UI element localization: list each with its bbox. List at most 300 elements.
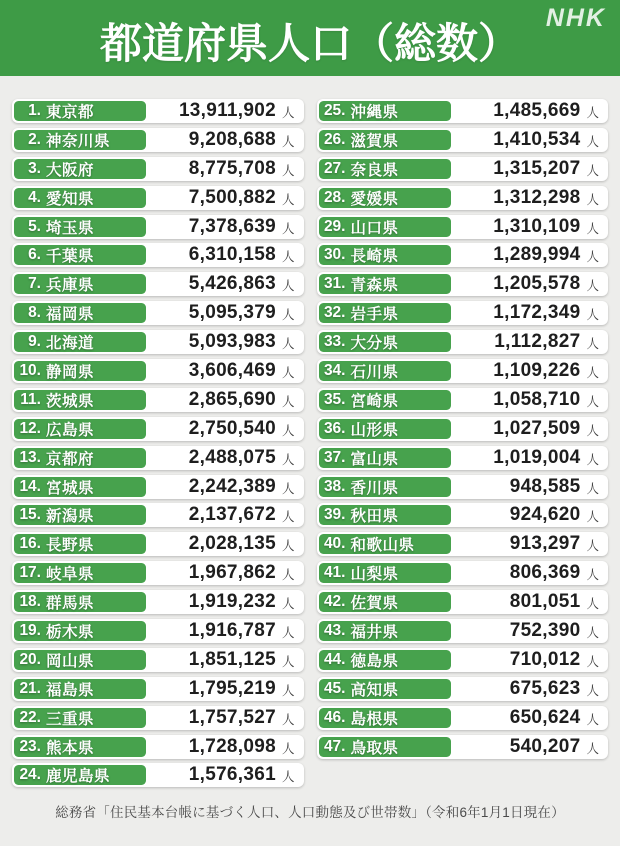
- prefecture-name: 長崎県: [350, 248, 399, 266]
- prefecture-name: 広島県: [46, 421, 95, 439]
- table-row: [12, 157, 304, 181]
- prefecture-label: [14, 477, 146, 497]
- prefecture-name: 大分県: [350, 335, 399, 353]
- prefecture-label: [14, 159, 146, 179]
- population-value: [146, 274, 302, 294]
- prefecture-label: [14, 188, 146, 208]
- prefecture-name: 鳥取県: [350, 739, 399, 757]
- population-number: 801,051: [509, 591, 581, 613]
- population-value: [146, 563, 302, 583]
- rank-number: 9.: [28, 333, 41, 351]
- prefecture-label: [319, 130, 451, 150]
- prefecture-name: 岡山県: [46, 652, 95, 670]
- prefecture-name: 福島県: [46, 681, 95, 699]
- prefecture-name: 徳島県: [350, 652, 399, 670]
- population-number: 1,916,787: [188, 620, 276, 642]
- prefecture-label: [14, 419, 146, 439]
- prefecture-label: [14, 679, 146, 699]
- table-row: [12, 446, 304, 470]
- population-number: 806,369: [509, 562, 581, 584]
- population-number: 752,390: [509, 620, 581, 642]
- population-number: 1,019,004: [493, 446, 581, 468]
- table-row: [12, 590, 304, 614]
- unit-suffix: 人: [281, 250, 295, 265]
- unit-suffix: 人: [586, 712, 599, 727]
- table-row: [12, 388, 304, 412]
- prefecture-label: [319, 303, 451, 323]
- prefecture-name: 熊本県: [46, 739, 95, 757]
- rank-number: 16.: [19, 535, 41, 553]
- population-number: 7,500,882: [188, 186, 276, 208]
- population-value: [146, 159, 302, 179]
- rank-number: 34.: [323, 362, 346, 380]
- population-value: [146, 505, 302, 525]
- population-number: 2,137,672: [188, 504, 276, 526]
- unit-suffix: 人: [281, 192, 295, 207]
- table-row: [12, 706, 304, 730]
- population-number: 13,911,902: [178, 100, 276, 121]
- population-number: 5,095,379: [188, 302, 276, 324]
- population-value: [146, 245, 302, 265]
- prefecture-label: [14, 245, 146, 265]
- population-number: 913,297: [509, 533, 581, 555]
- unit-suffix: 人: [281, 539, 295, 554]
- rank-number: 5.: [28, 217, 41, 235]
- population-number: 675,623: [509, 677, 581, 699]
- unit-suffix: 人: [586, 337, 599, 352]
- prefecture-name: 宮城県: [46, 479, 95, 497]
- prefecture-name: 沖縄県: [350, 104, 399, 121]
- population-number: 2,750,540: [188, 417, 276, 439]
- population-value: [451, 217, 607, 237]
- page-title: 都道府県人口（総数）: [99, 19, 520, 67]
- unit-suffix: 人: [281, 654, 295, 669]
- prefecture-label: [14, 534, 146, 554]
- rank-number: 13.: [19, 448, 41, 466]
- unit-suffix: 人: [281, 163, 295, 178]
- table-row: [317, 475, 609, 499]
- prefecture-name: 三重県: [46, 710, 95, 728]
- prefecture-label: [14, 563, 146, 583]
- population-value: [451, 101, 607, 121]
- table-row: [317, 532, 609, 556]
- prefecture-name: 岩手県: [350, 306, 399, 324]
- population-value: [146, 448, 302, 468]
- prefecture-name: 高知県: [350, 681, 399, 699]
- population-number: 9,208,688: [188, 128, 276, 150]
- population-value: [146, 737, 302, 757]
- population-value: [451, 592, 607, 612]
- population-value: [451, 188, 607, 208]
- prefecture-label: [14, 101, 146, 121]
- population-value: [451, 130, 607, 150]
- rank-number: 3.: [28, 159, 41, 177]
- population-value: [146, 765, 302, 785]
- table-row: [12, 417, 304, 441]
- prefecture-name: 富山県: [350, 450, 399, 468]
- table-row: [317, 330, 609, 354]
- unit-suffix: 人: [586, 366, 599, 381]
- rank-number: 27.: [323, 159, 346, 177]
- population-number: 1,205,578: [493, 273, 581, 295]
- table-row: [12, 677, 304, 701]
- prefecture-label: [319, 592, 451, 612]
- prefecture-label: [319, 448, 451, 468]
- unit-suffix: 人: [586, 481, 599, 496]
- table-row: [12, 763, 304, 787]
- prefecture-name: 鹿児島県: [46, 768, 111, 786]
- prefecture-label: [14, 217, 146, 237]
- population-number: 1,172,349: [493, 302, 581, 324]
- prefecture-label: [319, 679, 451, 699]
- unit-suffix: 人: [586, 279, 599, 294]
- population-value: [451, 563, 607, 583]
- table-row: [317, 99, 609, 123]
- unit-suffix: 人: [281, 134, 295, 149]
- rank-number: 28.: [323, 188, 346, 206]
- table-row: [317, 417, 609, 441]
- prefecture-label: [14, 592, 146, 612]
- population-number: 924,620: [509, 504, 581, 526]
- table-row: [317, 706, 609, 730]
- unit-suffix: 人: [586, 250, 599, 265]
- population-number: 1,576,361: [188, 764, 276, 786]
- prefecture-label: [319, 563, 451, 583]
- prefecture-label: [14, 303, 146, 323]
- population-value: [146, 390, 302, 410]
- prefecture-label: [319, 245, 451, 265]
- prefecture-name: 香川県: [350, 479, 399, 497]
- population-value: [451, 332, 607, 352]
- table-row: [12, 301, 304, 325]
- population-number: 1,315,207: [493, 157, 581, 179]
- prefecture-name: 静岡県: [46, 364, 95, 382]
- unit-suffix: 人: [281, 337, 295, 352]
- rank-number: 24.: [19, 766, 41, 784]
- rank-number: 2.: [28, 130, 41, 148]
- population-number: 3,606,469: [188, 360, 276, 382]
- population-value: [146, 621, 302, 641]
- population-value: [451, 737, 607, 757]
- table-row: [12, 128, 304, 152]
- population-value: [451, 245, 607, 265]
- population-table: [12, 99, 608, 787]
- unit-suffix: 人: [281, 394, 295, 409]
- population-number: 1,312,298: [493, 186, 581, 208]
- prefecture-name: 群馬県: [46, 595, 95, 613]
- population-number: 1,310,109: [493, 215, 581, 237]
- prefecture-name: 秋田県: [350, 508, 399, 526]
- population-number: 710,012: [509, 648, 581, 670]
- unit-suffix: 人: [586, 394, 599, 409]
- population-value: [146, 130, 302, 150]
- population-number: 2,488,075: [188, 446, 276, 468]
- right-column: [317, 99, 609, 787]
- prefecture-name: 長野県: [46, 537, 95, 555]
- prefecture-name: 神奈川県: [46, 132, 111, 150]
- rank-number: 26.: [323, 130, 346, 148]
- population-number: 1,967,862: [188, 562, 276, 584]
- population-value: [146, 534, 302, 554]
- unit-suffix: 人: [586, 568, 599, 583]
- unit-suffix: 人: [586, 134, 599, 149]
- prefecture-label: [14, 765, 146, 785]
- table-row: [12, 532, 304, 556]
- rank-number: 46.: [323, 708, 346, 726]
- unit-suffix: 人: [281, 510, 295, 525]
- prefecture-label: [319, 621, 451, 641]
- prefecture-name: 新潟県: [46, 508, 95, 526]
- unit-suffix: 人: [586, 452, 599, 467]
- prefecture-name: 奈良県: [350, 161, 399, 179]
- population-number: 6,310,158: [188, 244, 276, 266]
- table-row: [317, 157, 609, 181]
- population-number: 948,585: [509, 475, 581, 497]
- prefecture-label: [319, 188, 451, 208]
- prefecture-name: 宮崎県: [350, 392, 399, 410]
- population-value: [451, 390, 607, 410]
- prefecture-label: [319, 332, 451, 352]
- population-value: [146, 708, 302, 728]
- population-number: 7,378,639: [188, 215, 276, 237]
- prefecture-name: 北海道: [46, 335, 95, 353]
- table-row: [317, 648, 609, 672]
- table-row: [12, 359, 304, 383]
- table-row: [12, 272, 304, 296]
- table-row: [317, 128, 609, 152]
- rank-number: 41.: [323, 564, 346, 582]
- population-value: [451, 505, 607, 525]
- prefecture-label: [319, 505, 451, 525]
- table-row: [12, 330, 304, 354]
- population-number: 1,112,827: [494, 331, 581, 353]
- population-number: 2,242,389: [188, 475, 276, 497]
- population-number: 1,851,125: [188, 648, 276, 670]
- population-value: [451, 621, 607, 641]
- prefecture-label: [319, 274, 451, 294]
- population-value: [146, 679, 302, 699]
- rank-number: 31.: [323, 275, 346, 293]
- prefecture-name: 山梨県: [350, 566, 399, 584]
- prefecture-name: 青森県: [350, 277, 399, 295]
- unit-suffix: 人: [586, 654, 599, 669]
- rank-number: 11.: [20, 390, 41, 408]
- population-value: [451, 159, 607, 179]
- prefecture-label: [14, 621, 146, 641]
- population-value: [451, 534, 607, 554]
- population-value: [451, 477, 607, 497]
- unit-suffix: 人: [281, 221, 295, 236]
- unit-suffix: 人: [281, 741, 295, 756]
- title-banner: [0, 0, 620, 76]
- table-row: [317, 677, 609, 701]
- unit-suffix: 人: [281, 452, 295, 467]
- rank-number: 47.: [323, 737, 346, 755]
- prefecture-label: [14, 361, 146, 381]
- rank-number: 12.: [19, 419, 41, 437]
- rank-number: 21.: [19, 679, 41, 697]
- table-row: [317, 301, 609, 325]
- prefecture-label: [319, 708, 451, 728]
- prefecture-name: 和歌山県: [350, 537, 415, 555]
- rank-number: 22.: [19, 708, 41, 726]
- population-value: [451, 274, 607, 294]
- unit-suffix: 人: [586, 683, 599, 698]
- rank-number: 29.: [323, 217, 346, 235]
- table-row: [12, 99, 304, 123]
- table-row: [12, 735, 304, 759]
- table-row: [12, 561, 304, 585]
- unit-suffix: 人: [281, 308, 295, 323]
- population-value: [451, 679, 607, 699]
- rank-number: 40.: [323, 535, 346, 553]
- population-value: [451, 419, 607, 439]
- unit-suffix: 人: [586, 539, 599, 554]
- rank-number: 45.: [323, 679, 346, 697]
- unit-suffix: 人: [281, 568, 295, 583]
- table-row: [317, 619, 609, 643]
- unit-suffix: 人: [586, 163, 599, 178]
- table-row: [317, 388, 609, 412]
- population-number: 1,289,994: [493, 244, 581, 266]
- table-row: [12, 648, 304, 672]
- prefecture-label: [14, 708, 146, 728]
- table-row: [317, 272, 609, 296]
- prefecture-name: 福井県: [350, 624, 399, 642]
- prefecture-name: 山形県: [350, 421, 399, 439]
- prefecture-label: [14, 448, 146, 468]
- prefecture-name: 愛知県: [46, 190, 95, 208]
- prefecture-label: [319, 737, 451, 757]
- population-value: [146, 188, 302, 208]
- table-row: [12, 619, 304, 643]
- prefecture-label: [319, 390, 451, 410]
- rank-number: 33.: [323, 333, 346, 351]
- prefecture-name: 埼玉県: [46, 219, 95, 237]
- unit-suffix: 人: [281, 683, 295, 698]
- table-row: [317, 243, 609, 267]
- rank-number: 23.: [19, 737, 41, 755]
- unit-suffix: 人: [281, 597, 295, 612]
- unit-suffix: 人: [586, 626, 599, 641]
- rank-number: 43.: [323, 622, 346, 640]
- rank-number: 32.: [323, 304, 346, 322]
- table-row: [12, 475, 304, 499]
- prefecture-name: 佐賀県: [350, 595, 399, 613]
- population-value: [146, 419, 302, 439]
- prefecture-name: 大阪府: [46, 161, 95, 179]
- table-row: [317, 561, 609, 585]
- unit-suffix: 人: [586, 106, 599, 120]
- prefecture-label: [14, 737, 146, 757]
- rank-number: 4.: [28, 188, 41, 206]
- unit-suffix: 人: [586, 741, 599, 756]
- unit-suffix: 人: [281, 366, 295, 381]
- population-number: 1,485,669: [493, 100, 581, 121]
- prefecture-label: [14, 130, 146, 150]
- rank-number: 20.: [19, 650, 41, 668]
- population-value: [451, 361, 607, 381]
- prefecture-label: [14, 332, 146, 352]
- nhk-logo: NHK: [545, 4, 606, 32]
- population-number: 8,775,708: [188, 157, 276, 179]
- unit-suffix: 人: [281, 712, 295, 727]
- prefecture-name: 滋賀県: [350, 132, 399, 150]
- population-number: 1,109,226: [493, 360, 581, 382]
- table-row: [12, 243, 304, 267]
- prefecture-name: 茨城県: [46, 392, 95, 410]
- rank-number: 7.: [28, 275, 41, 293]
- population-number: 5,093,983: [188, 331, 276, 353]
- table-row: [12, 215, 304, 239]
- unit-suffix: 人: [586, 510, 599, 525]
- prefecture-name: 島根県: [350, 710, 399, 728]
- population-number: 5,426,863: [188, 273, 276, 295]
- rank-number: 44.: [323, 650, 346, 668]
- population-number: 1,795,219: [188, 677, 276, 699]
- rank-number: 15.: [19, 506, 41, 524]
- unit-suffix: 人: [586, 423, 599, 438]
- prefecture-label: [319, 217, 451, 237]
- table-row: [317, 186, 609, 210]
- population-value: [146, 361, 302, 381]
- prefecture-label: [14, 274, 146, 294]
- population-value: [146, 303, 302, 323]
- unit-suffix: 人: [281, 481, 295, 496]
- table-row: [317, 215, 609, 239]
- rank-number: 8.: [28, 304, 41, 322]
- population-number: 650,624: [509, 706, 581, 728]
- unit-suffix: 人: [281, 423, 295, 438]
- prefecture-name: 福岡県: [46, 306, 95, 324]
- prefecture-name: 兵庫県: [46, 277, 95, 295]
- table-row: [317, 446, 609, 470]
- rank-number: 36.: [323, 419, 346, 437]
- rank-number: 37.: [323, 448, 346, 466]
- unit-suffix: 人: [281, 106, 295, 120]
- prefecture-name: 岐阜県: [46, 566, 95, 584]
- population-value: [451, 708, 607, 728]
- prefecture-label: [14, 505, 146, 525]
- rank-number: 39.: [323, 506, 346, 524]
- population-number: 1,919,232: [188, 591, 276, 613]
- prefecture-name: 石川県: [350, 364, 399, 382]
- prefecture-label: [14, 650, 146, 670]
- prefecture-label: [319, 361, 451, 381]
- prefecture-label: [319, 477, 451, 497]
- table-row: [12, 186, 304, 210]
- prefecture-name: 千葉県: [46, 248, 95, 266]
- rank-number: 6.: [28, 246, 41, 264]
- rank-number: 19.: [19, 622, 41, 640]
- rank-number: 1.: [28, 102, 41, 119]
- population-value: [451, 448, 607, 468]
- table-row: [12, 503, 304, 527]
- unit-suffix: 人: [586, 597, 599, 612]
- rank-number: 17.: [19, 564, 41, 582]
- rank-number: 18.: [19, 593, 41, 611]
- prefecture-label: [319, 534, 451, 554]
- prefecture-label: [319, 159, 451, 179]
- population-value: [451, 303, 607, 323]
- unit-suffix: 人: [281, 279, 295, 294]
- population-number: 1,757,527: [188, 706, 276, 728]
- table-row: [317, 735, 609, 759]
- population-value: [146, 650, 302, 670]
- prefecture-label: [319, 650, 451, 670]
- prefecture-name: 山口県: [350, 219, 399, 237]
- population-value: [146, 592, 302, 612]
